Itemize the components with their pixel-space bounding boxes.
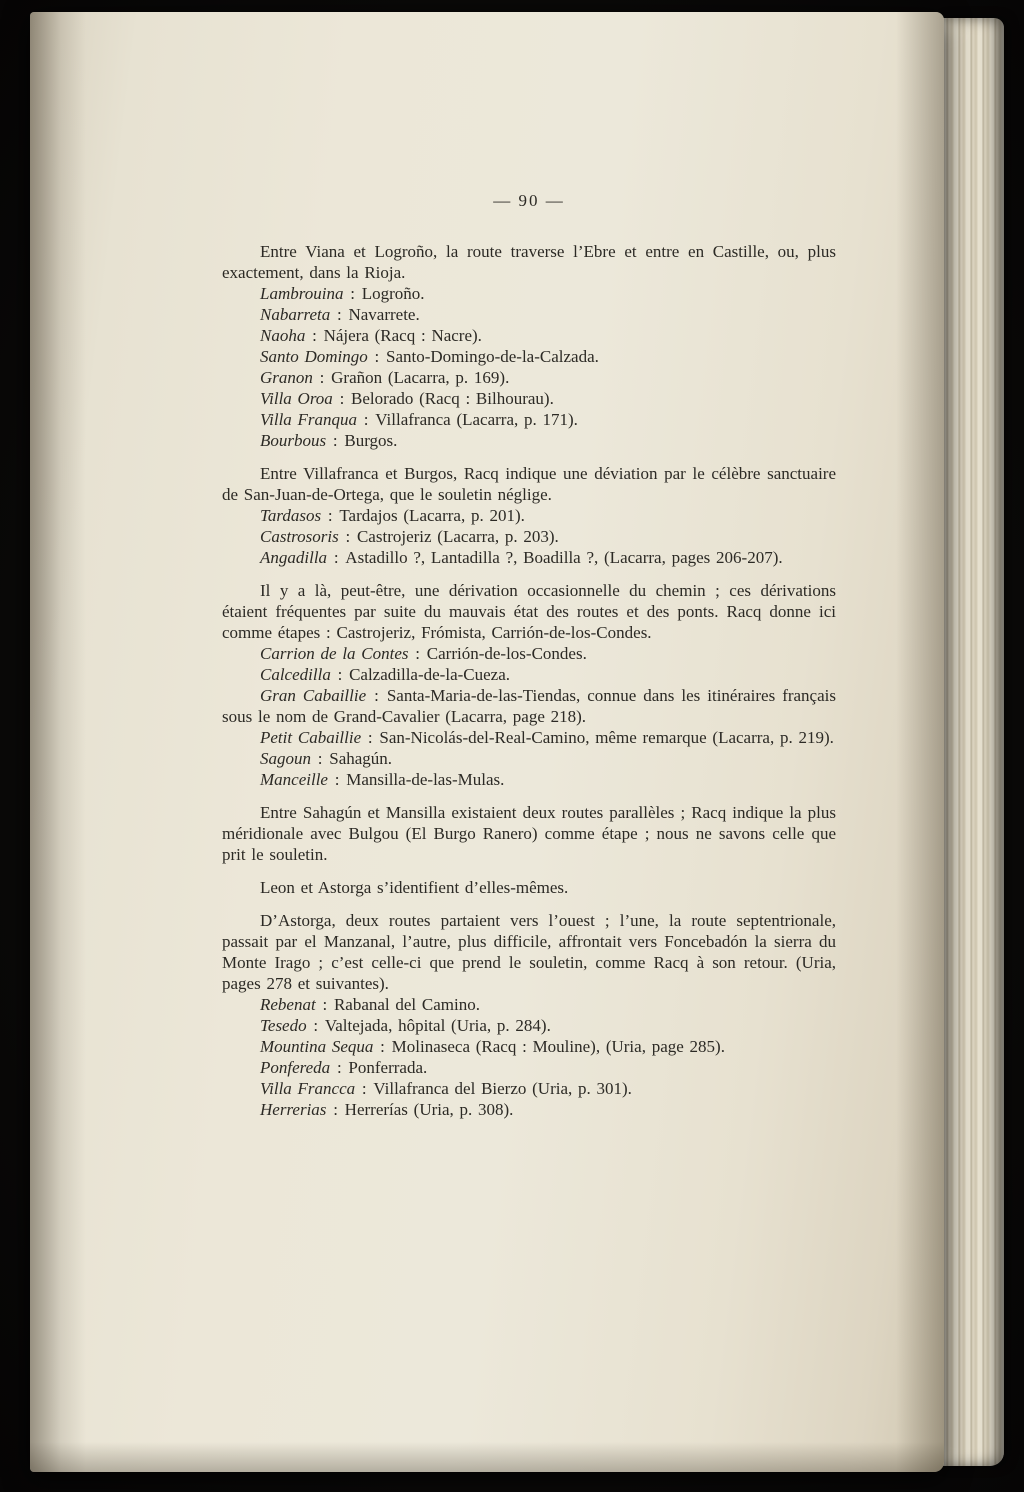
- entry-term: Villa Oroa: [260, 389, 333, 408]
- glossary-entry: [222, 994, 836, 1015]
- paragraph: Entre Villafranca et Burgos, Racq indique une déviation par le célèbre sanctuaire de San-Juan-de-Ortega, que le souletin néglige.: [222, 464, 836, 504]
- entry-separator: :: [316, 995, 333, 1014]
- entry-definition: Villafranca (Lacarra, p. 171).: [375, 410, 578, 429]
- text-block: [222, 190, 836, 1120]
- glossary-entry: [222, 664, 836, 685]
- entry-term: Rebenat: [260, 995, 316, 1014]
- paragraph: Leon et Astorga s’identifient d’elles-mêmes.: [260, 878, 569, 897]
- entry-separator: :: [331, 665, 349, 684]
- entry-separator: :: [328, 770, 346, 789]
- glossary-entry: [222, 325, 836, 346]
- entry-definition: Astadillo ?, Lantadilla ?, Boadilla ?, (Lacarra, pages 206-207).: [345, 548, 783, 567]
- glossary-entry: [222, 505, 836, 526]
- entry-term: Bourbous: [260, 431, 327, 450]
- entry-separator: :: [313, 368, 331, 387]
- entry-term: Lambrouina: [260, 284, 344, 303]
- entry-definition: Tardajos (Lacarra, p. 201).: [339, 506, 525, 525]
- entry-term: Tesedo: [260, 1016, 307, 1035]
- entry-separator: :: [327, 431, 344, 450]
- entry-definition: Nájera (Racq : Nacre).: [323, 326, 482, 345]
- entry-term: Granon: [260, 368, 313, 387]
- entry-separator: :: [328, 548, 345, 567]
- glossary-entry: [222, 283, 836, 304]
- entry-separator: :: [339, 527, 356, 546]
- glossary-entry: [222, 304, 836, 325]
- entry-definition: Navarrete.: [348, 305, 420, 324]
- glossary-entry: [222, 1036, 836, 1057]
- entry-term: Carrion de la Contes: [260, 644, 409, 663]
- entry-definition: Santa-Maria-de-las-Tiendas, connue dans les itinéraires français sous le nom de Grand-Cavalier (Lacarra, page 218).: [222, 686, 836, 726]
- fore-edge-shadow: [896, 12, 944, 1472]
- paragraph: Il y a là, peut-être, une dérivation occasionnelle du chemin ; ces dérivations étaient fréquentes par suite du mauvais état des routes et des ponts. Racq donne ici comme étapes : Castrojeriz, Frómista, Carrión-de-los-Condes.: [222, 581, 836, 642]
- entry-separator: :: [344, 284, 361, 303]
- glossary-entry: [222, 547, 836, 568]
- paragraph: Entre Sahagún et Mansilla existaient deux routes parallèles ; Racq indique la plus méridionale avec Bulgou (El Burgo Ranero) comme étape ; nous ne savons celle que prit le souletin.: [222, 803, 836, 864]
- entry-definition: Burgos.: [344, 431, 398, 450]
- entry-separator: :: [356, 1079, 373, 1098]
- page-number: — 90 —: [493, 191, 565, 210]
- glossary-entry: [222, 367, 836, 388]
- entry-separator: :: [367, 686, 386, 705]
- entry-separator: :: [333, 389, 351, 408]
- entry-term: Santo Domingo: [260, 347, 368, 366]
- entry-definition: Ponferrada.: [348, 1058, 428, 1077]
- paragraph: Entre Viana et Logroño, la route traverse l’Ebre et entre en Castille, ou, plus exactement, dans la Rioja.: [222, 242, 836, 282]
- entry-definition: Belorado (Racq : Bilhourau).: [351, 389, 554, 408]
- entry-separator: :: [327, 1100, 344, 1119]
- entry-definition: Logroño.: [361, 284, 425, 303]
- entry-definition: Herrerías (Uria, p. 308).: [344, 1100, 514, 1119]
- entry-definition: Valtejada, hôpital (Uria, p. 284).: [324, 1016, 551, 1035]
- entry-separator: :: [409, 644, 426, 663]
- entry-term: Ponfereda: [260, 1058, 331, 1077]
- glossary-entry: [222, 1057, 836, 1078]
- glossary-entry: [222, 727, 836, 748]
- entry-term: Angadilla: [260, 548, 328, 567]
- entry-definition: Castrojeriz (Lacarra, p. 203).: [356, 527, 559, 546]
- glossary-entry: [222, 388, 836, 409]
- entry-definition: Molinaseca (Racq : Mouline), (Uria, page 285).: [391, 1037, 725, 1056]
- entry-definition: Grañon (Lacarra, p. 169).: [331, 368, 510, 387]
- entry-definition: Calzadilla-de-la-Cueza.: [349, 665, 510, 684]
- entry-separator: :: [331, 1058, 348, 1077]
- entry-term: Sagoun: [260, 749, 311, 768]
- entry-separator: :: [374, 1037, 391, 1056]
- entry-definition: Rabanal del Camino.: [333, 995, 480, 1014]
- glossary-entry: [222, 1099, 836, 1120]
- entry-separator: :: [322, 506, 339, 525]
- glossary-entry: [222, 1078, 836, 1099]
- page-edge-stack: [942, 18, 1004, 1466]
- entry-definition: San-Nicolás-del-Real-Camino, même remarque (Lacarra, p. 219).: [379, 728, 834, 747]
- entry-separator: :: [331, 305, 348, 324]
- gutter-shadow: [30, 12, 86, 1472]
- glossary-entry: [222, 346, 836, 367]
- entry-term: Tardasos: [260, 506, 322, 525]
- glossary-entry: [222, 643, 836, 664]
- entry-term: Naoha: [260, 326, 306, 345]
- glossary-entry: [222, 769, 836, 790]
- entry-definition: Villafranca del Bierzo (Uria, p. 301).: [373, 1079, 632, 1098]
- entry-separator: :: [362, 728, 379, 747]
- entry-term: Villa Francca: [260, 1079, 356, 1098]
- glossary-entry: [222, 430, 836, 451]
- glossary-entry: [222, 685, 836, 727]
- entry-term: Petit Cabaillie: [260, 728, 362, 747]
- bottom-shadow: [30, 1442, 944, 1472]
- entry-separator: :: [306, 326, 323, 345]
- entry-term: Gran Cabaillie: [260, 686, 367, 705]
- glossary-entry: [222, 526, 836, 547]
- entry-term: Castrosoris: [260, 527, 339, 546]
- entry-definition: Mansilla-de-las-Mulas.: [346, 770, 505, 789]
- entry-separator: :: [312, 749, 329, 768]
- entry-term: Villa Franqua: [260, 410, 358, 429]
- entry-separator: :: [307, 1016, 324, 1035]
- entry-separator: :: [358, 410, 375, 429]
- glossary-entry: [222, 409, 836, 430]
- glossary-entry: [222, 748, 836, 769]
- entry-term: Nabarreta: [260, 305, 331, 324]
- book-page: [30, 12, 944, 1472]
- entry-definition: Santo-Domingo-de-la-Calzada.: [385, 347, 599, 366]
- entry-term: Mountina Sequa: [260, 1037, 374, 1056]
- entry-separator: :: [368, 347, 385, 366]
- glossary-entry: [222, 1015, 836, 1036]
- entry-term: Calcedilla: [260, 665, 331, 684]
- entry-term: Herrerias: [260, 1100, 327, 1119]
- paragraph: D’Astorga, deux routes partaient vers l’ouest ; l’une, la route septentrionale, passait par el Manzanal, l’autre, plus difficile, affrontait vers Foncebadón la sierra du Monte Irago ; c’est celle-ci que prend le souletin, comme Racq à son retour. (Uria, pages 278 et suivantes).: [222, 911, 836, 993]
- entry-definition: Sahagún.: [329, 749, 393, 768]
- entry-term: Manceille: [260, 770, 328, 789]
- entry-definition: Carrión-de-los-Condes.: [426, 644, 587, 663]
